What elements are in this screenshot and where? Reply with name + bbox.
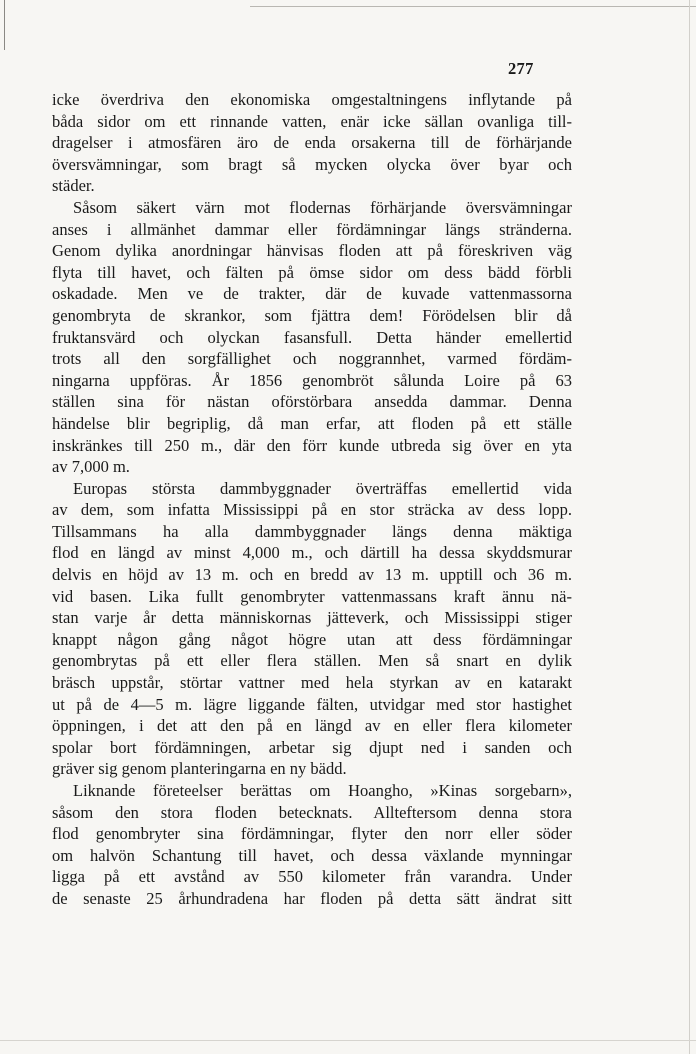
text-line: Liknande företeelser berättas om Hoangho, »Kinas sorgebarn»,: [73, 781, 572, 800]
paragraph: [52, 780, 572, 910]
scan-edge-right: [689, 0, 690, 1054]
text-line: av 7,000 m.: [52, 457, 130, 477]
text-line: Såsom säkert värn mot flodernas förhärjande översvämningar: [73, 197, 572, 217]
text-line: Europas största dammbyggnader överträffas emellertid vida: [73, 478, 572, 498]
scan-edge-left: [4, 0, 5, 50]
text-line: ligga på ett avstånd av 550 kilometer från varandra. Under: [52, 867, 572, 887]
text-line: de senaste 25 århundradena har floden på detta sätt ändrat sitt: [52, 888, 572, 908]
body-text: [52, 89, 572, 910]
text-line: Genom dylika anordningar hänvisas floden att på föreskriven väg: [52, 241, 572, 261]
scan-edge-bottom: [0, 1040, 696, 1041]
text-line: genombrytas på ett eller flera ställen. Men så snart en dylik: [52, 651, 572, 671]
text-line: flod en längd av minst 4,000 m., och därtill ha dessa skyddsmurar: [52, 543, 572, 563]
text-line: städer.: [52, 176, 95, 196]
text-line: Tillsammans ha alla dammbyggnader längs denna mäktiga: [52, 521, 572, 541]
text-line: ut på de 4—5 m. lägre liggande fälten, utvidgar med stor hastighet: [52, 694, 572, 714]
text-line: översvämningar, som bragt så mycken olycka över byar och: [52, 154, 572, 174]
text-line: ningarna uppföras. År 1856 genombröt sålunda Loire på 63: [52, 370, 572, 390]
paragraph: [52, 478, 572, 780]
text-line: öppningen, i det att den på en längd av en eller flera kilometer: [52, 716, 572, 736]
scan-edge-top: [250, 6, 696, 7]
text-line: båda sidor om ett rinnande vatten, enär icke sällan ovanliga till-: [52, 111, 572, 131]
text-line: vid basen. Lika fullt genombryter vattenmassans kraft ännu nä-: [52, 586, 572, 606]
text-line: icke överdriva den ekonomiska omgestaltningens inflytande på: [52, 90, 572, 109]
text-line: gräver sig genom planteringarna en ny bädd.: [52, 759, 347, 779]
text-line: händelse blir begriplig, då man erfar, att floden på ett ställe: [52, 413, 572, 433]
text-line: stan varje år detta människornas jätteverk, och Mississippi stiger: [52, 608, 572, 628]
text-line: delvis en höjd av 13 m. och en bredd av 13 m. upptill och 36 m.: [52, 565, 572, 585]
text-line: bräsch uppstår, störtar vattner med hela styrkan av en katarakt: [52, 673, 572, 693]
text-line: såsom den stora floden betecknats. Allteftersom denna stora: [52, 802, 572, 822]
text-line: inskränkes till 250 m., där den förr kunde utbreda sig över en yta: [52, 435, 572, 455]
text-line: trots all den sorgfällighet och noggrannhet, varmed fördäm-: [52, 349, 572, 369]
paragraph: [52, 197, 572, 478]
text-line: flod genombryter sina fördämningar, flyter den norr eller söder: [52, 824, 572, 844]
text-line: genombryta de skrankor, som fjättra dem! Förödelsen blir då: [52, 305, 572, 325]
text-line: knappt någon gång något högre utan att dess fördämningar: [52, 629, 572, 649]
paragraph: [52, 89, 572, 197]
text-line: flyta till havet, och fälten på ömse sidor om dess bädd förbli: [52, 262, 572, 282]
text-line: fruktansvärd och olyckan fasansfull. Detta händer emellertid: [52, 327, 572, 347]
text-line: dragelser i atmosfären äro de enda orsakerna till de förhärjande: [52, 133, 572, 153]
text-line: oskadade. Men ve de trakter, där de kuvade vattenmassorna: [52, 284, 572, 304]
text-line: spolar bort fördämningen, arbetar sig djupt ned i sanden och: [52, 737, 572, 757]
text-line: anses i allmänhet dammar eller fördämningar längs stränderna.: [52, 219, 572, 239]
text-line: av dem, som infatta Mississippi på en stor sträcka av dess lopp.: [52, 500, 572, 520]
text-line: om halvön Schantung till havet, och dessa växlande mynningar: [52, 845, 572, 865]
page-number: 277: [508, 59, 534, 78]
text-line: ställen sina för nästan oförstörbara ansedda dammar. Denna: [52, 392, 572, 412]
